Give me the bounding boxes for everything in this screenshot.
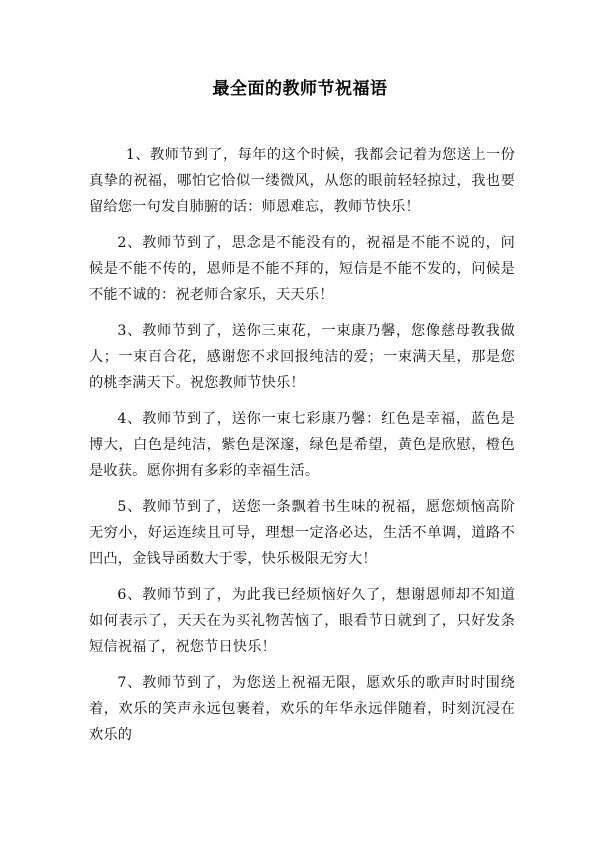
- paragraph-6: 6、教师节到了，为此我已经烦恼好久了，想谢恩师却不知道如何表示了，天天在为买礼物苦恼了，眼看节日就到了，只好发条短信祝福了，祝您节日快乐！: [89, 587, 515, 655]
- paragraph-1: 1、教师节到了，每年的这个时候，我都会记着为您送上一份真挚的祝福，哪怕它恰似一缕微风，从您的眼前轻轻掠过，我也要留给您一句发自肺腑的话：师恩难忘，教师节快乐！: [89, 147, 515, 215]
- paragraph-4: 4、教师节到了，送你一束七彩康乃馨：红色是幸福，蓝色是博大，白色是纯洁，紫色是深邃，绿色是希望，黄色是欣慰，橙色是收获。愿你拥有多彩的幸福生活。: [89, 411, 515, 479]
- paragraph-5: 5、教师节到了，送您一条飘着书生味的祝福，愿您烦恼高阶无穷小，好运连续且可导，理想一定洛必达，生活不单调，道路不凹凸，金钱导函数大于零，快乐极限无穷大！: [89, 499, 515, 567]
- paragraph-7: 7、教师节到了，为您送上祝福无限，愿欢乐的歌声时时围绕着，欢乐的笑声永远包裹着，欢乐的年华永远伴随着，时刻沉浸在欢乐的: [89, 675, 515, 743]
- document-title: 最全面的教师节祝福语: [212, 79, 388, 99]
- paragraph-3: 3、教师节到了，送你三束花，一束康乃馨，您像慈母教我做人；一束百合花，感谢您不求回报纯洁的爱；一束满天星，那是您的桃李满天下。祝您教师节快乐！: [89, 323, 515, 391]
- document-body: [89, 142, 515, 748]
- paragraph-2: 2、教师节到了，思念是不能没有的，祝福是不能不说的，问候是不能不传的，恩师是不能不拜的，短信是不能不发的，问候是不能不诚的：祝老师合家乐，天天乐！: [89, 235, 515, 303]
